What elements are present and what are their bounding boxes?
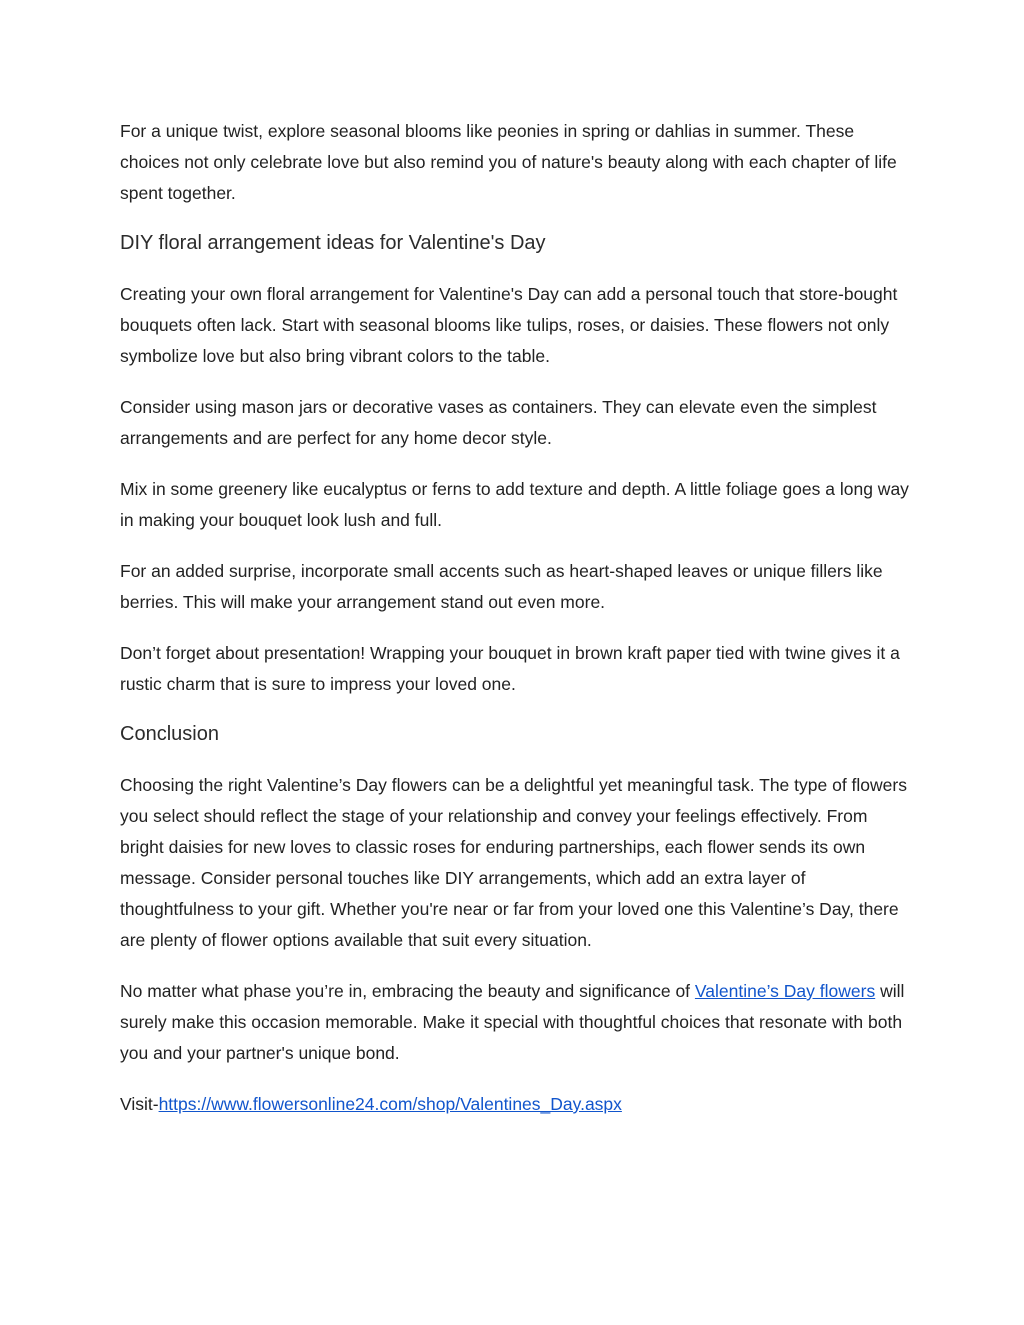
conclusion-paragraph-2-text-after: will surely make this occasion memorable. Make it special with thoughtful choices that resonate with both you and your partner's unique bond. bbox=[120, 981, 905, 1063]
conclusion-heading: Conclusion bbox=[120, 723, 219, 745]
diy-paragraph-5: Don’t forget about presentation! Wrapping your bouquet in brown kraft paper tied with twine gives it a rustic charm that is sure to impress your loved one. bbox=[120, 643, 900, 694]
diy-paragraph-4: For an added surprise, incorporate small accents such as heart-shaped leaves or unique fillers like berries. This will make your arrangement stand out even more. bbox=[120, 561, 883, 612]
diy-paragraph-2: Consider using mason jars or decorative vases as containers. They can elevate even the simplest arrangements and are perfect for any home decor style. bbox=[120, 397, 877, 448]
conclusion-paragraph-2-text-before: No matter what phase you’re in, embracing the beauty and significance of bbox=[120, 981, 695, 1001]
visit-url-link[interactable]: https://www.flowersonline24.com/shop/Valentines_Day.aspx bbox=[158, 1094, 622, 1114]
conclusion-paragraph-1: Choosing the right Valentine’s Day flowers can be a delightful yet meaningful task. The type of flowers you select should reflect the stage of your relationship and convey your feelings effectively. From bright daisies for new loves to classic roses for enduring partnerships, each flower sends its own message. Consider personal touches like DIY arrangements, which add an extra layer of thoughtfulness to your gift. Whether you're near or far from your loved one this Valentine’s Day, there are plenty of flower options available that suit every situation. bbox=[120, 775, 907, 950]
valentines-day-flowers-link[interactable]: Valentine’s Day flowers bbox=[694, 981, 876, 1001]
visit-line bbox=[120, 1089, 910, 1120]
conclusion-paragraph-2 bbox=[120, 976, 910, 1069]
intro-paragraph: For a unique twist, explore seasonal blooms like peonies in spring or dahlias in summer. These choices not only celebrate love but also remind you of nature's beauty along with each chapter of life spent together. bbox=[120, 121, 897, 203]
document-page bbox=[120, 116, 910, 1140]
diy-paragraph-1: Creating your own floral arrangement for Valentine's Day can add a personal touch that store-bought bouquets often lack. Start with seasonal blooms like tulips, roses, or daisies. These flowers not only symbolize love but also bring vibrant colors to the table. bbox=[120, 284, 898, 366]
visit-label: Visit- bbox=[120, 1094, 159, 1114]
diy-paragraph-3: Mix in some greenery like eucalyptus or ferns to add texture and depth. A little foliage goes a long way in making your bouquet look lush and full. bbox=[120, 479, 909, 530]
diy-heading: DIY floral arrangement ideas for Valentine's Day bbox=[120, 232, 546, 254]
